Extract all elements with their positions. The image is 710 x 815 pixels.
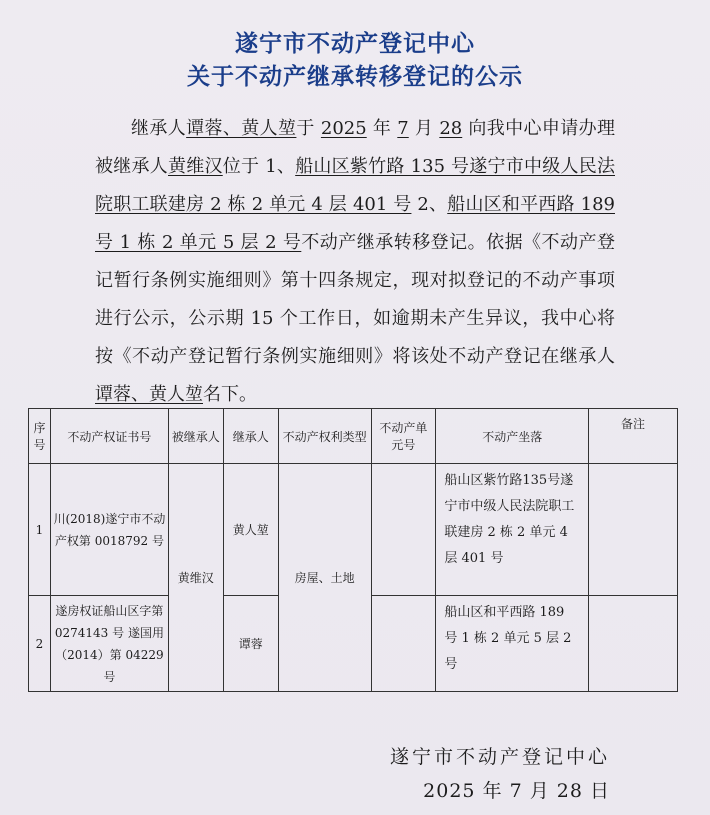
row1-cert: 川(2018)遂宁市不动产权第 0018792 号 xyxy=(50,464,168,596)
decedent: 黄维汉 xyxy=(168,156,223,177)
table-row xyxy=(29,464,678,596)
notice-body xyxy=(95,110,615,414)
header-type: 不动产权利类型 xyxy=(278,409,371,464)
row2-note xyxy=(589,596,678,692)
row2-cert: 遂房权证船山区字第 0274143 号 遂国用（2014）第 04229 号 xyxy=(50,596,168,692)
table-header-row xyxy=(29,409,678,464)
row1-unit xyxy=(371,464,436,596)
issuer-signature: 遂宁市不动产登记中心 xyxy=(389,746,610,768)
row1-heir: 黄人堃 xyxy=(223,464,278,596)
row1-note xyxy=(589,464,678,596)
apply-month: 7 xyxy=(397,118,409,139)
right-type-cell: 房屋、土地 xyxy=(278,464,371,692)
doc-title-line1: 遂宁市不动产登记中心 xyxy=(235,31,475,57)
doc-title-line2: 关于不动产继承转移登记的公示 xyxy=(187,64,523,90)
decedent-cell: 黄维汉 xyxy=(168,464,223,692)
property-address-1: 船山区紫竹路 135 号遂宁市中级人民法院职工联建房 2 栋 2 单元 4 层 401 号 xyxy=(95,156,615,215)
row1-no: 1 xyxy=(29,464,51,596)
header-unit: 不动产单元号 xyxy=(371,409,436,464)
apply-year: 2025 xyxy=(320,118,367,139)
header-heir: 继承人 xyxy=(223,409,278,464)
header-cert: 不动产权证书号 xyxy=(50,409,168,464)
header-no: 序号 xyxy=(29,409,51,464)
row2-heir: 谭蓉 xyxy=(223,596,278,692)
property-table xyxy=(28,408,678,692)
row1-location: 船山区紫竹路135号遂宁市中级人民法院职工联建房 2 栋 2 单元 4 层 401 号 xyxy=(436,464,589,596)
header-note: 备注 xyxy=(589,409,678,464)
header-location: 不动产坐落 xyxy=(436,409,589,464)
heirs-2: 谭蓉、黄人堃 xyxy=(95,384,203,405)
property-address-2: 船山区和平西路 189 号 1 栋 2 单元 5 层 2 号 xyxy=(95,194,615,253)
heirs: 谭蓉、黄人堃 xyxy=(186,118,297,139)
row2-unit xyxy=(371,596,436,692)
row2-no: 2 xyxy=(29,596,51,692)
issue-date: 2025 年 7 月 28 日 xyxy=(423,780,610,802)
notice-paragraph: 继承人谭蓉、黄人堃于 2025 年 7 月 28 向我中心申请办理被继承人黄维汉位于 1、船山区紫竹路 135 号遂宁市中级人民法院职工联建房 2 栋 2 单元 4 层 401 号 2、船山区和平西路 189 号 1 栋 2 单元 5 层 2 号不动产继承转移登记。依据《不动产登记暂行条例实施细则》第十四条规定，现对拟登记的不动产事项进行公示，公示期 15 个工作日，如逾期未产生异议，我中心将按《不动产登记暂行条例实施细则》将该处不动产登记在继承人谭蓉、黄人堃名下。 xyxy=(95,118,615,405)
row2-location: 船山区和平西路 189 号 1 栋 2 单元 5 层 2 号 xyxy=(436,596,589,692)
header-decedent: 被继承人 xyxy=(168,409,223,464)
apply-day: 28 xyxy=(439,118,463,139)
